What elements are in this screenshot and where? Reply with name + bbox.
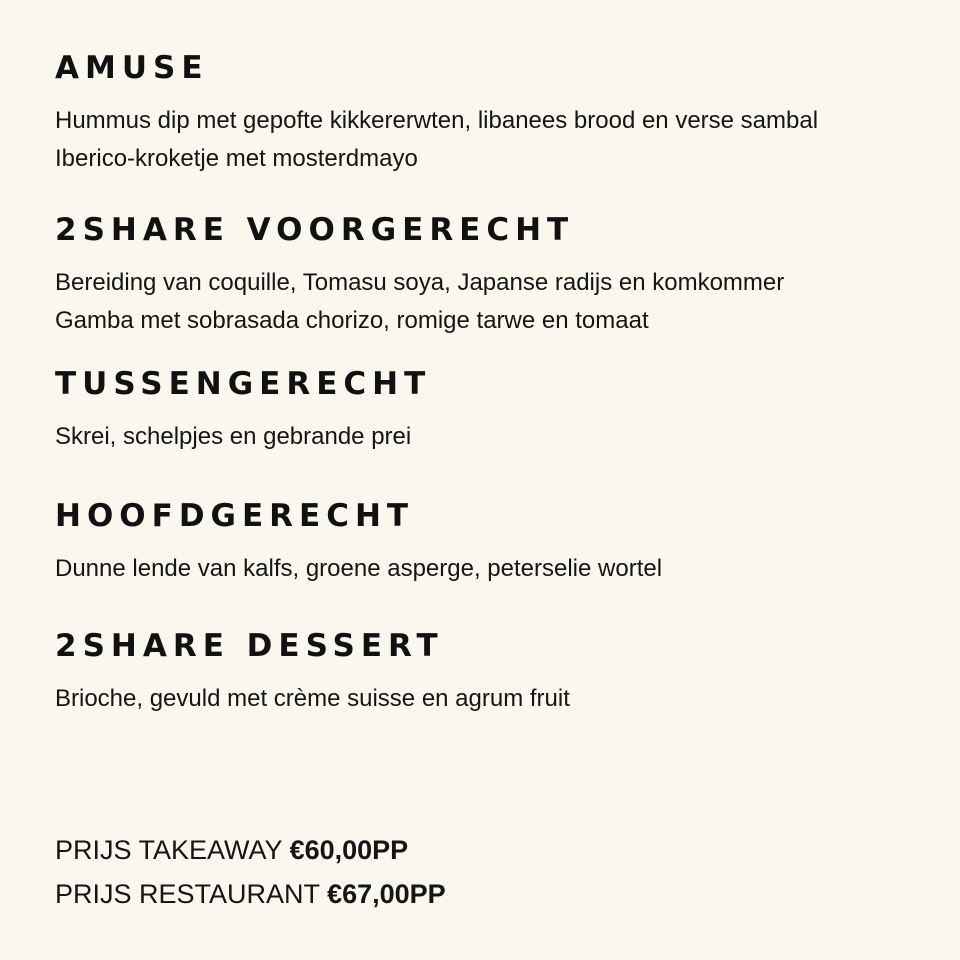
dish-list — [55, 680, 935, 718]
price-takeaway — [55, 828, 446, 872]
price-value: €67,00PP — [327, 879, 446, 909]
dish-list — [55, 264, 935, 340]
dish-item: Iberico-kroketje met mosterdmayo — [55, 145, 418, 172]
dish-list — [55, 102, 935, 178]
dish-list — [55, 418, 935, 456]
price-restaurant — [55, 872, 446, 916]
dish-item: Bereiding van coquille, Tomasu soya, Japanse radijs en komkommer — [55, 269, 785, 296]
course-2share-dessert — [55, 628, 935, 718]
dish-list — [55, 550, 935, 588]
course-heading: HOOFDGERECHT — [55, 498, 415, 534]
course-hoofdgerecht — [55, 498, 935, 588]
price-block — [55, 828, 446, 916]
menu — [55, 0, 935, 960]
course-tussengerecht — [55, 366, 935, 456]
price-value: €60,00PP — [289, 835, 409, 865]
course-amuse — [55, 50, 935, 178]
price-label: PRIJS TAKEAWAY — [55, 835, 283, 865]
course-heading: 2SHARE VOORGERECHT — [55, 212, 575, 248]
dish-item: Hummus dip met gepofte kikkererwten, libanees brood en verse sambal — [55, 107, 819, 134]
dish-item: Brioche, gevuld met crème suisse en agrum fruit — [55, 685, 570, 712]
course-heading: AMUSE — [55, 50, 209, 86]
course-heading: 2SHARE DESSERT — [55, 628, 444, 664]
price-label: PRIJS RESTAURANT — [55, 879, 320, 909]
dish-item: Gamba met sobrasada chorizo, romige tarwe en tomaat — [55, 307, 649, 334]
course-2share-voorgerecht — [55, 212, 935, 340]
dish-item: Dunne lende van kalfs, groene asperge, peterselie wortel — [55, 555, 663, 582]
course-heading: TUSSENGERECHT — [55, 366, 432, 402]
dish-item: Skrei, schelpjes en gebrande prei — [55, 423, 412, 450]
